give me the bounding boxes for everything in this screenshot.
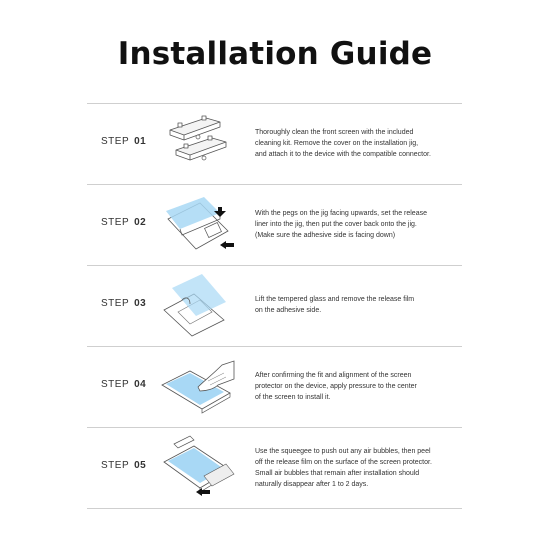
step-word: STEP (101, 460, 130, 471)
step-word: STEP (101, 217, 130, 228)
step-label (101, 136, 146, 147)
step-label (101, 460, 146, 471)
step-number: 03 (134, 298, 147, 309)
step-number: 02 (134, 217, 147, 228)
connector-icon (202, 156, 206, 160)
step-word: STEP (101, 379, 130, 390)
hand-icon (198, 361, 234, 391)
step-1 (0, 104, 550, 184)
arrow-left-icon (196, 488, 210, 496)
step-description: Use the squeegee to push out any air bubbles, then peel off the release film on the surface of the screen protector. Small air bubbles that remain after installation should naturally disappear after 1 to 2 days. (255, 448, 432, 488)
arrow-down-icon (214, 207, 226, 217)
squeegee-illustration (160, 432, 240, 504)
jig-with-liner-illustration (160, 189, 240, 261)
step-word: STEP (101, 298, 130, 309)
step-4 (0, 347, 550, 427)
step-description: Thoroughly clean the front screen with the included cleaning kit. Remove the cover on the installation jig, and attach it to the device with the compatible connector. (255, 129, 431, 158)
step-5 (0, 428, 550, 508)
step-description: Lift the tempered glass and remove the release film on the adhesive side. (255, 296, 415, 314)
divider (87, 508, 462, 509)
press-screen-illustration (160, 351, 240, 423)
step-label (101, 379, 146, 390)
installation-jig-illustration (160, 108, 240, 180)
step-number: 01 (134, 136, 147, 147)
step-description: After confirming the fit and alignment of the screen protector on the device, apply pressure to the center of the screen to install it. (255, 372, 417, 401)
step-label (101, 217, 146, 228)
step-number: 05 (134, 460, 147, 471)
squeegee-icon (174, 436, 194, 448)
step-number: 04 (134, 379, 147, 390)
arrow-left-icon (220, 241, 234, 249)
step-3 (0, 266, 550, 346)
page-title: Installation Guide (117, 36, 433, 72)
step-label (101, 298, 146, 309)
step-2 (0, 185, 550, 265)
step-description: With the pegs on the jig facing upwards, set the release liner into the jig, then put the cover back onto the jig. (Make sure the adhesive side is facing down) (255, 210, 427, 239)
lift-glass-illustration (160, 270, 240, 342)
step-word: STEP (101, 136, 130, 147)
connector-icon (196, 135, 200, 139)
